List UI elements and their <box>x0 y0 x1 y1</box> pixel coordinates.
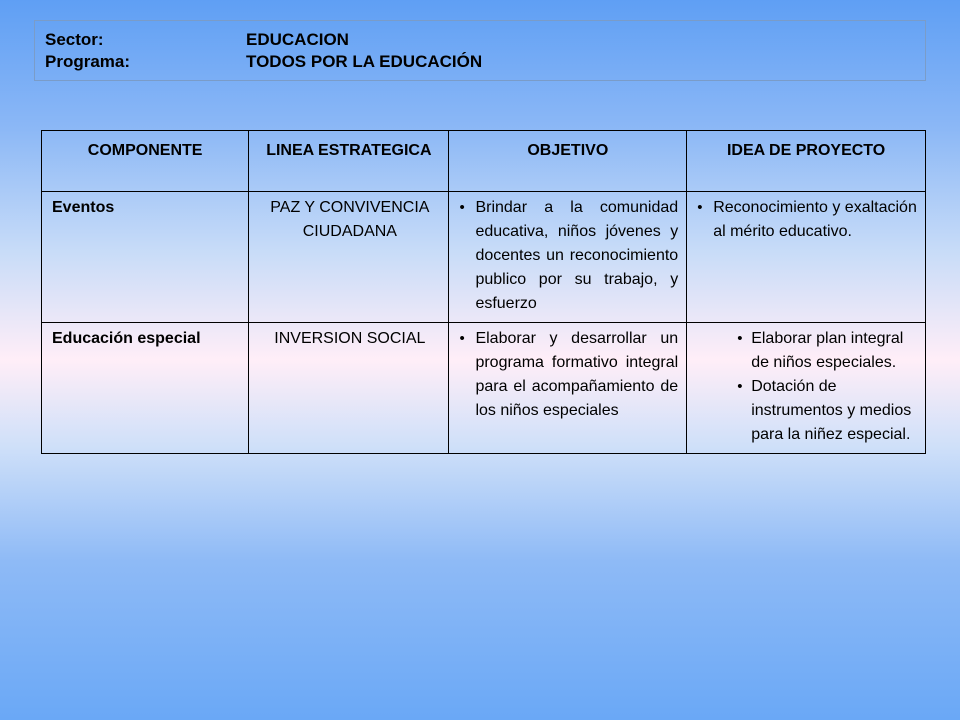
programa-label: Programa: <box>45 52 131 71</box>
cell-idea <box>687 323 926 454</box>
cell-componente: Eventos <box>42 192 249 323</box>
idea-list <box>697 196 917 244</box>
programa-row <box>35 51 925 73</box>
sector-row <box>35 29 925 51</box>
header-box <box>34 20 926 81</box>
cell-idea <box>687 192 926 323</box>
objetivo-text: Brindar a la comunidad educativa, niños jóvenes y docentes un reconocimiento publico por su trabajo, y esfuerzo <box>475 199 679 312</box>
bullet-icon: • <box>459 199 465 216</box>
list-item <box>737 375 917 447</box>
idea-text: Dotación de instrumentos y medios para la niñez especial. <box>751 378 912 443</box>
bullet-icon: • <box>737 378 743 395</box>
cell-linea: INVERSION SOCIAL <box>249 323 449 454</box>
objetivo-list <box>459 196 678 316</box>
project-table <box>41 130 926 454</box>
idea-list <box>697 327 917 447</box>
bullet-icon: • <box>459 330 465 347</box>
cell-objetivo <box>449 323 687 454</box>
table-row <box>42 192 926 323</box>
list-item <box>459 196 678 316</box>
sector-value: EDUCACION <box>246 30 349 49</box>
objetivo-list <box>459 327 678 423</box>
cell-objetivo <box>449 192 687 323</box>
objetivo-text: Elaborar y desarrollar un programa formativo integral para el acompañamiento de los niños especiales <box>475 330 679 419</box>
list-item <box>459 327 678 423</box>
table-row <box>42 323 926 454</box>
cell-linea: PAZ Y CONVIVENCIA CIUDADANA <box>249 192 449 323</box>
bullet-icon: • <box>697 199 703 216</box>
column-header-linea: LINEA ESTRATEGICA <box>249 131 449 192</box>
table-header-row <box>42 131 926 192</box>
list-item <box>737 327 917 375</box>
idea-text: Elaborar plan integral de niños especiales. <box>751 330 904 371</box>
list-item <box>697 196 917 244</box>
cell-componente: Educación especial <box>42 323 249 454</box>
column-header-objetivo: OBJETIVO <box>449 131 687 192</box>
column-header-componente: COMPONENTE <box>42 131 249 192</box>
column-header-idea: IDEA DE PROYECTO <box>687 131 926 192</box>
sector-label: Sector: <box>45 30 104 49</box>
idea-text: Reconocimiento y exaltación al mérito educativo. <box>713 199 917 240</box>
bullet-icon: • <box>737 330 743 347</box>
programa-value: TODOS POR LA EDUCACIÓN <box>246 52 483 71</box>
